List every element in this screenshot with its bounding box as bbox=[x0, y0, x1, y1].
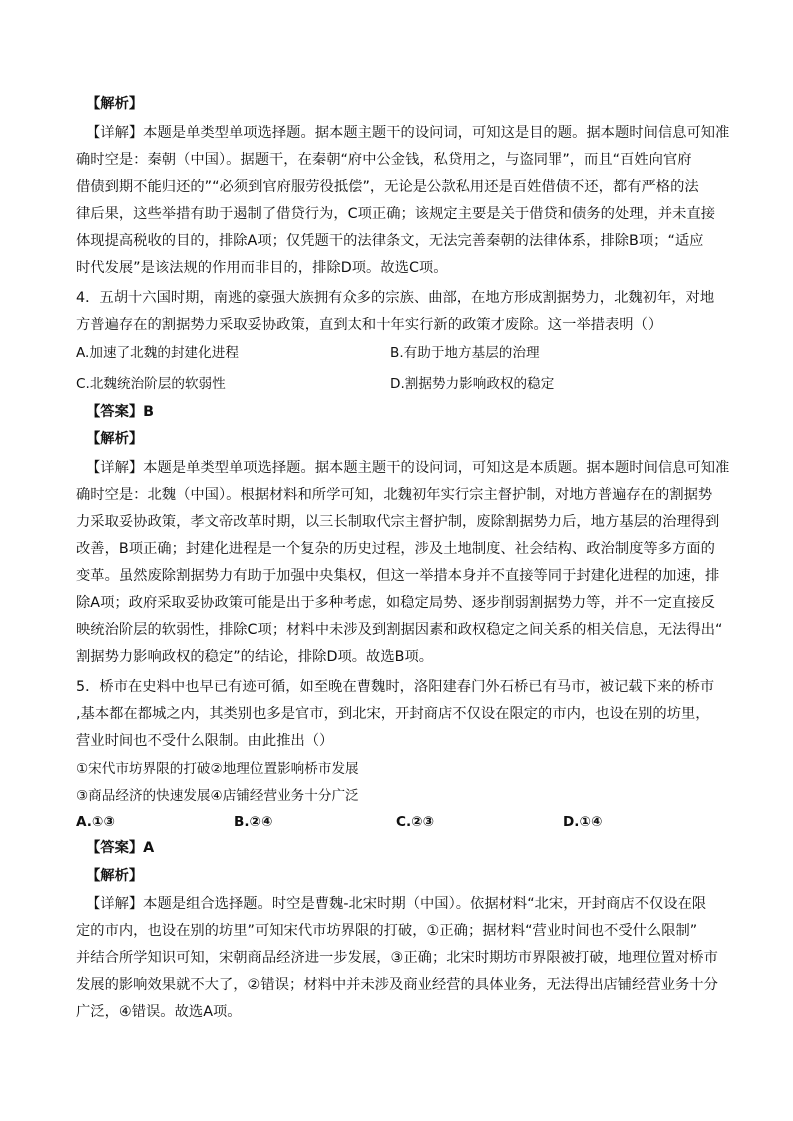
q5-detail-line: 发展的影响效果就不大了，②错误；材料中并未涉及商业经营的具体业务，无法得出店铺经营业务十分 bbox=[76, 977, 718, 993]
q4-detail-line: 割据势力影响政权的稳定”的结论，排除D项。故选B项。 bbox=[76, 649, 434, 665]
q3-detail-line: 律后果，这些举措有助于遏制了借贷行为，C项正确；该规定主要是关于借贷和债务的处理，并未直接 bbox=[76, 206, 716, 222]
q5-stem-line: ,基本都在都城之内，其类别也多是官市，到北宋，开封商店不仅设在限定的市内，也设在别的坊里， bbox=[76, 706, 710, 722]
q5-answer: 【答案】A bbox=[86, 840, 155, 856]
q3-detail-line: 借债到期不能归还的”“必须到官府服劳役抵偿”，无论是公款私用还是百姓借债不还，都有严格的法 bbox=[76, 179, 699, 195]
q4-option-d: D.割据势力影响政权的稳定 bbox=[390, 376, 555, 392]
q5-option-a: A.①③ bbox=[76, 814, 115, 830]
q4-detail-line: 【详解】本题是单类型单项选择题。据本题主题干的设问词，可知这是本质题。据本题时间信息可知准 bbox=[86, 460, 730, 476]
q5-option-b: B.②④ bbox=[234, 814, 273, 830]
q5-statement-line: ③商品经济的快速发展④店铺经营业务十分广泛 bbox=[76, 788, 359, 804]
q4-detail-line: 确时空是：北魏（中国）。根据材料和所学可知，北魏初年实行宗主督护制，对地方普遍存在的割据势 bbox=[76, 487, 713, 503]
q4-stem-line: 4．五胡十六国时期，南逃的豪强大族拥有众多的宗族、曲部，在地方形成割据势力，北魏初年，对地 bbox=[76, 290, 715, 306]
q3-analysis-label: 【解析】 bbox=[86, 96, 144, 112]
q3-detail-line: 时代发展”是该法规的作用而非目的，排除D项。故选C项。 bbox=[76, 260, 448, 276]
q4-analysis-label: 【解析】 bbox=[86, 431, 144, 447]
q5-detail-line: 定的市内，也设在别的坊里”可知宋代市坊界限的打破，①正确；据材料“营业时间也不受什么限制” bbox=[76, 923, 698, 939]
q5-detail-line: 广泛，④错误。故选A项。 bbox=[76, 1004, 242, 1020]
q4-option-c: C.北魏统治阶层的软弱性 bbox=[76, 376, 226, 392]
q5-detail-line: 并结合所学知识可知，宋朝商品经济进一步发展，③正确；北宋时期坊市界限被打破，地理位置对桥市 bbox=[76, 950, 718, 966]
q4-stem-line: 方普遍存在的割据势力采取妥协政策，直到太和十年实行新的政策才废除。这一举措表明（） bbox=[76, 317, 663, 333]
q4-detail-line: 改善，B项正确；封建化进程是一个复杂的历史过程，涉及土地制度、社会结构、政治制度等多方面的 bbox=[76, 541, 715, 557]
q5-option-d: D.①④ bbox=[563, 814, 603, 830]
q5-stem-line: 营业时间也不受什么限制。由此推出（） bbox=[76, 733, 334, 749]
q5-option-c: C.②③ bbox=[396, 814, 435, 830]
q3-detail-line: 体现提高税收的目的，排除A项；仅凭题干的法律条文，无法完善秦朝的法律体系，排除B项；“适应 bbox=[76, 233, 704, 249]
q4-option-a: A.加速了北魏的封建化进程 bbox=[76, 345, 239, 361]
q3-detail-line: 【详解】本题是单类型单项选择题。据本题主题干的设问词，可知这是目的题。据本题时间信息可知准 bbox=[86, 125, 730, 141]
q4-option-b: B.有助于地方基层的治理 bbox=[390, 345, 540, 361]
q4-answer: 【答案】B bbox=[86, 404, 155, 420]
q4-detail-line: 除A项；政府采取妥协政策可能是出于多种考虑，如稳定局势、逐步削弱割据势力等，并不一定直接反 bbox=[76, 595, 715, 611]
q4-detail-line: 力采取妥协政策，孝文帝改革时期，以三长制取代宗主督护制，废除割据势力后，地方基层的治理得到 bbox=[76, 514, 720, 530]
q5-stem-line: 5．桥市在史料中也早已有迹可循，如至晚在曹魏时，洛阳建春门外石桥已有马市，被记载下来的桥市 bbox=[76, 679, 715, 695]
q5-detail-line: 【详解】本题是组合选择题。时空是曹魏-北宋时期（中国）。依据材料“北宋，开封商店不仅设在限 bbox=[86, 896, 707, 912]
q5-statement-line: ①宋代市坊界限的打破②地理位置影响桥市发展 bbox=[76, 761, 359, 777]
q3-detail-line: 确时空是：秦朝（中国）。据题干，在秦朝“府中公金钱，私贷用之，与盗同罪”，而且“百姓向官府 bbox=[76, 152, 692, 168]
q4-detail-line: 变革。虽然废除割据势力有助于加强中央集权，但这一举措本身并不直接等同于封建化进程的加速，排 bbox=[76, 568, 720, 584]
q5-analysis-label: 【解析】 bbox=[86, 868, 144, 884]
q4-detail-line: 映统治阶层的软弱性，排除C项；材料中未涉及到割据因素和政权稳定之间关系的相关信息，无法得出“ bbox=[76, 622, 723, 638]
